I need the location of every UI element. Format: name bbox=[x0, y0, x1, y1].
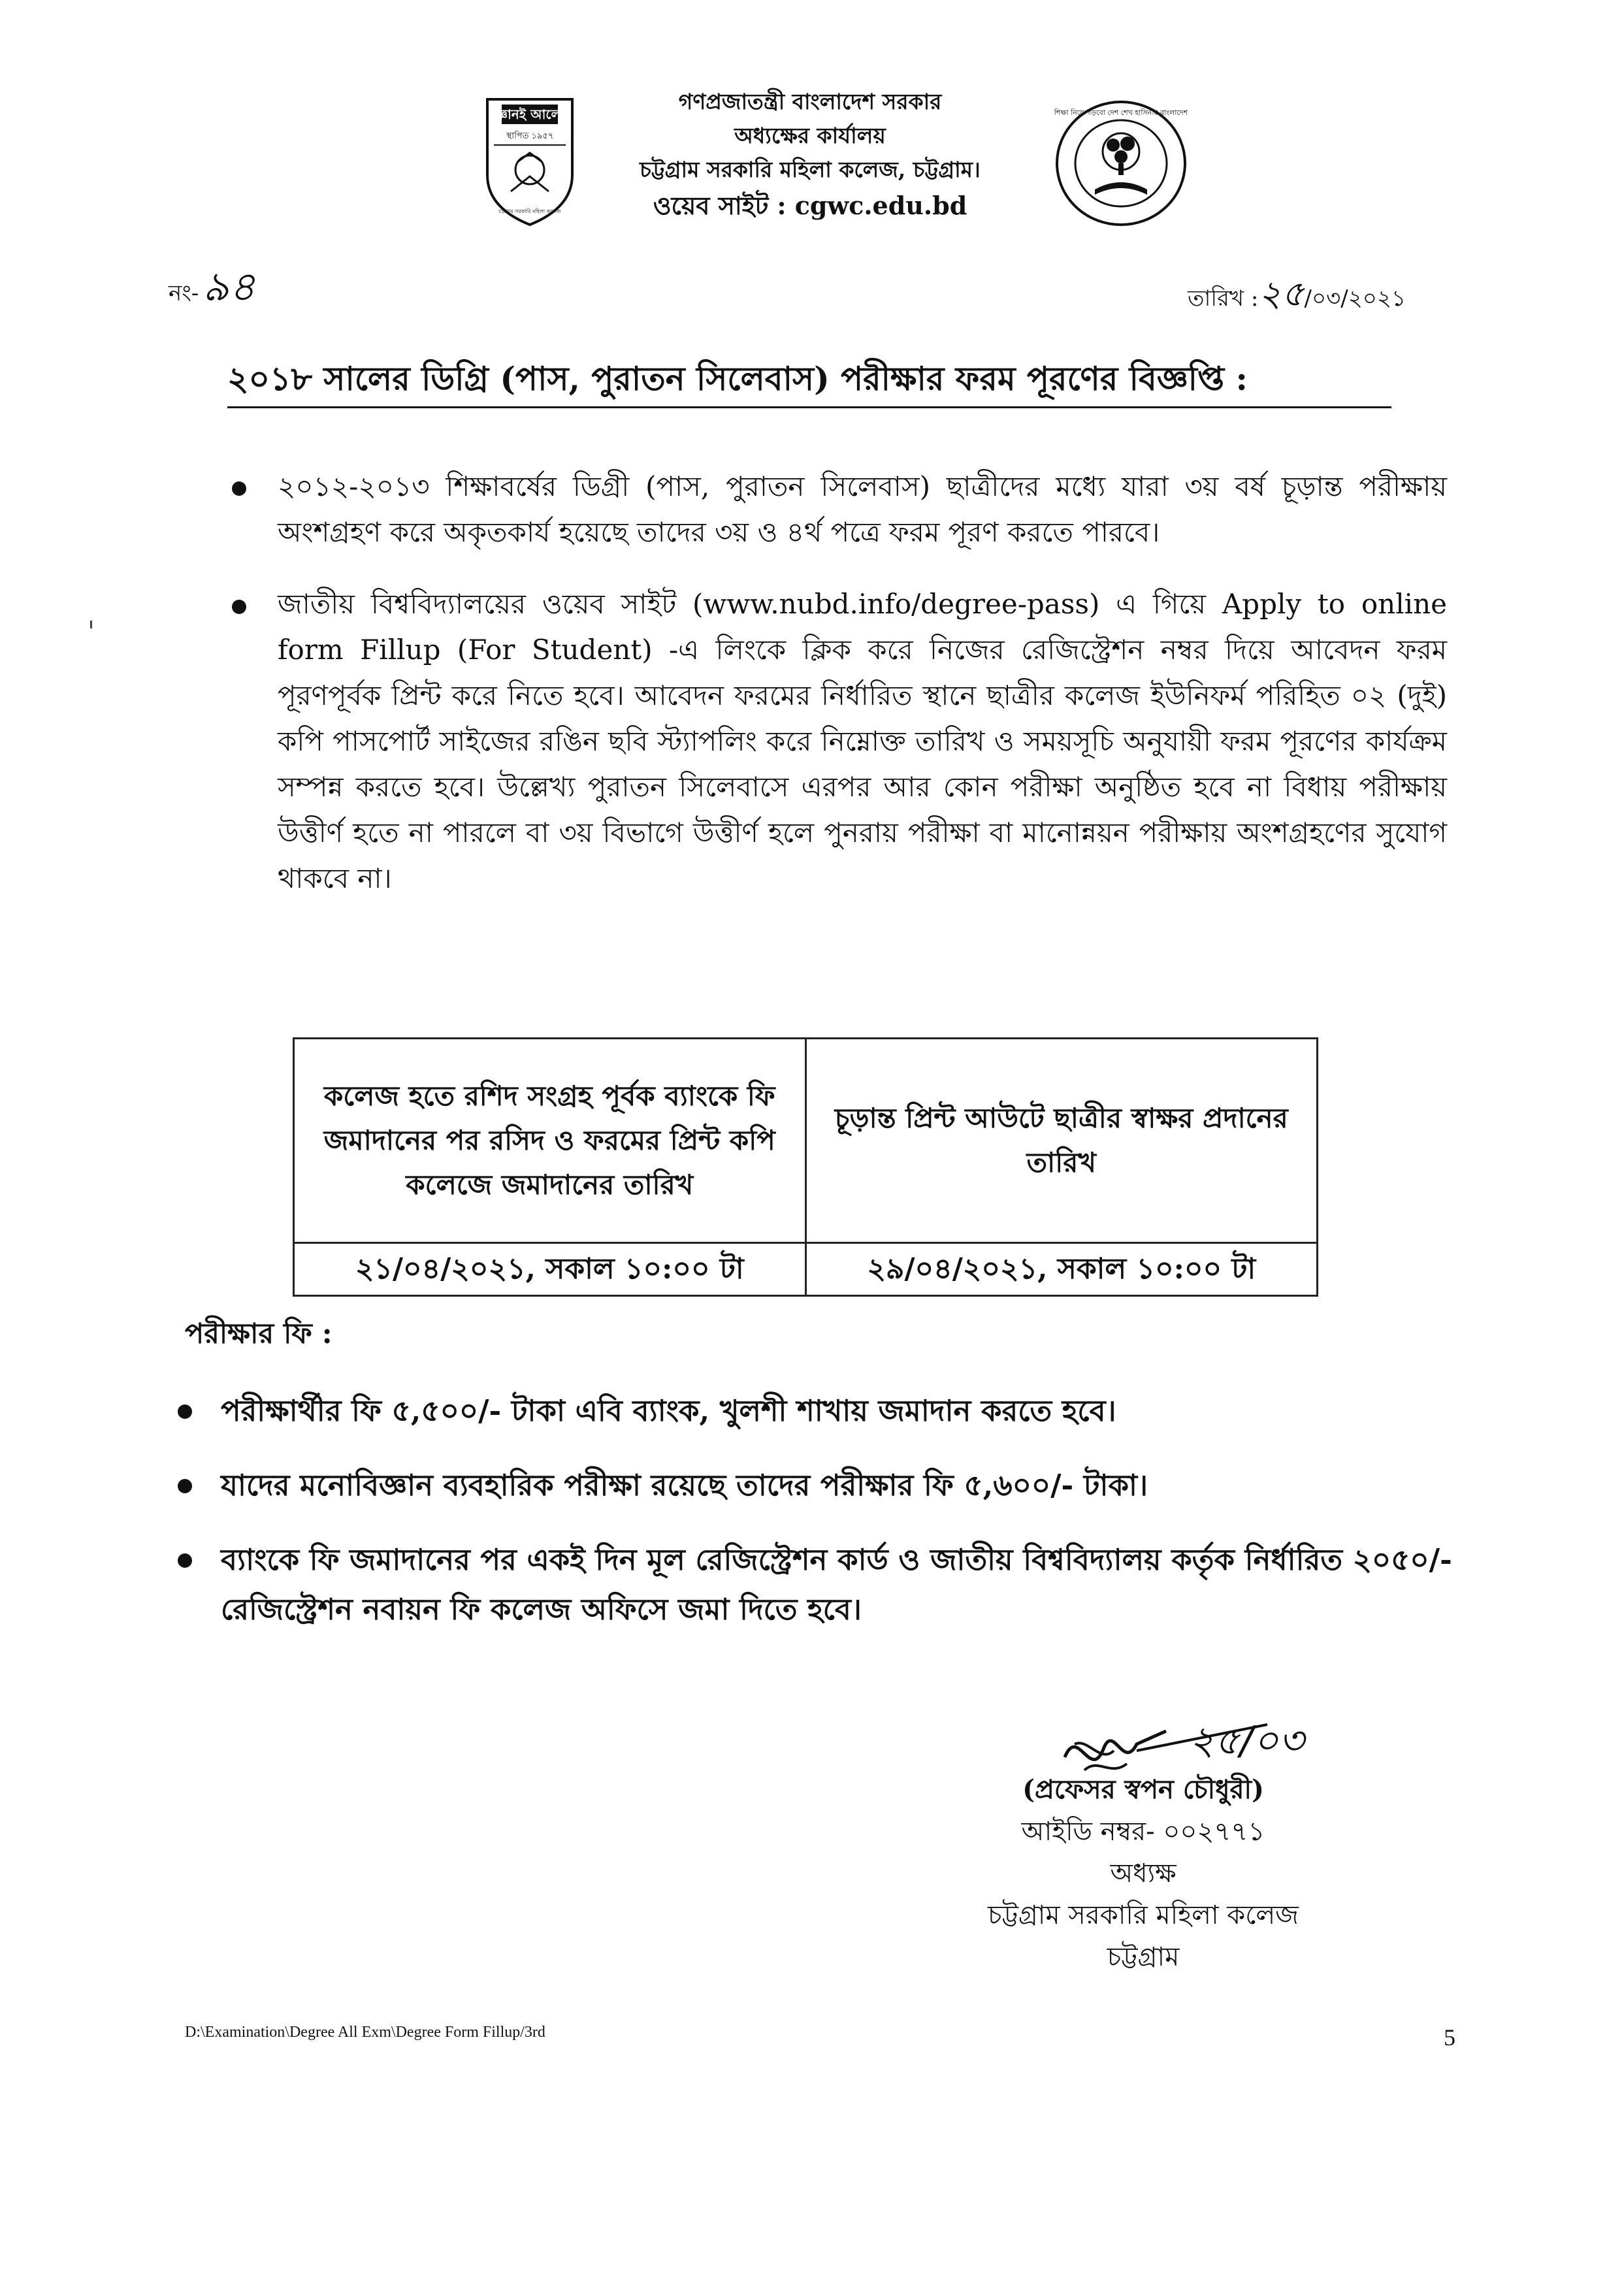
seal-logo bbox=[1053, 98, 1189, 229]
fee-item-2: যাদের মনোবিজ্ঞান ব্যবহারিক পরীক্ষা রয়েছে তাদের পরীক্ষার ফি ৫,৬০০/- টাকা। bbox=[221, 1468, 1148, 1502]
fee-section-title: পরীক্ষার ফি : bbox=[185, 1318, 333, 1350]
bullet-icon bbox=[232, 481, 246, 496]
signatory-id: আইডি নম্বর- ০০২৭৭১ bbox=[1021, 1817, 1265, 1847]
bullet-icon bbox=[232, 600, 246, 614]
office-name: অধ্যক্ষের কার্যালয় bbox=[734, 123, 886, 148]
page-number: 5 bbox=[1444, 2024, 1455, 2051]
table-row bbox=[294, 1243, 1318, 1296]
svg-text:জ্ঞানই আলো: জ্ঞানই আলো bbox=[495, 106, 565, 122]
fee-item-1: পরীক্ষার্থীর ফি ৫,৫০০/- টাকা এবি ব্যাংক, খুলশী শাখায় জমাদান করতে হবে। bbox=[221, 1393, 1116, 1428]
fee-item-3: ব্যাংকে ফি জমাদানের পর একই দিন মূল রেজিস্ট্রেশন কার্ড ও জাতীয় বিশ্ববিদ্যালয় কর্তৃক নির্ধারিত ২০৫০/- রেজিস্ট্রেশন নবায়ন ফি কলেজ অফিসে জমা দিতে হবে। bbox=[221, 1542, 1452, 1627]
letterhead bbox=[601, 85, 1019, 225]
signatory-designation: অধ্যক্ষ bbox=[1110, 1858, 1177, 1889]
bullet-icon bbox=[178, 1553, 192, 1568]
reference-number: নং-৯৪ bbox=[169, 263, 255, 310]
government-name: গণপ্রজাতন্ত্রী বাংলাদেশ সরকার bbox=[678, 89, 942, 114]
svg-text:চট্টগ্রাম সরকারি মহিলা কলেজ: চট্টগ্রাম সরকারি মহিলা কলেজ bbox=[498, 208, 561, 214]
college-crest-logo bbox=[485, 97, 575, 227]
signatory-block bbox=[915, 1769, 1372, 1978]
table-row bbox=[294, 1039, 1318, 1243]
notice-paragraph-2: জাতীয় বিশ্ববিদ্যালয়ের ওয়েব সাইট (www.nubd.info/degree-pass) এ গিয়ে Apply to online form Fillup (For Student) -এ লিংকে ক্লিক করে নিজের রেজিস্ট্রেশন নম্বর দিয়ে আবেদন ফরম পূরণপূর্বক প্রিন্ট করে নিতে হবে। আবেদন ফরমের নির্ধারিত স্থানে ছাত্রীর কলেজ ইউনিফর্ম পরিহিত ০২ (দুই) কপি পাসপোর্ট সাইজের রঙিন ছবি স্ট্যাপলিং করে নিম্নোক্ত তারিখ ও সময়সূচি অনুযায়ী ফরম পূরণের কার্যক্রম সম্পন্ন করতে হবে। উল্লেখ্য পুরাতন সিলেবাসে এরপর আর কোন পরীক্ষা অনুষ্ঠিত হবে না বিধায় পরীক্ষায় উত্তীর্ণ হতে না পারলে বা ৩য় বিভাগে উত্তীর্ণ হলে পুনরায় পরীক্ষা বা মানোন্নয়ন পরীক্ষায় অংশগ্রহণের সুযোগ থাকবে না। bbox=[278, 588, 1447, 894]
website: ওয়েব সাইট : cgwc.edu.bd bbox=[653, 191, 967, 220]
signatory-name: (প্রফেসর স্বপন চৌধুরী) bbox=[1022, 1774, 1264, 1805]
schedule-header-signature: চূড়ান্ত প্রিন্ট আউটে ছাত্রীর স্বাক্ষর প্রদানের তারিখ bbox=[805, 1039, 1318, 1243]
schedule-header-submission: কলেজ হতে রশিদ সংগ্রহ পূর্বক ব্যাংকে ফি জমাদানের পর রসিদ ও ফরমের প্রিন্ট কপি কলেজে জমাদানের তারিখ bbox=[294, 1039, 806, 1243]
title-underline bbox=[227, 406, 1391, 408]
bullet-icon bbox=[178, 1404, 192, 1419]
date-day-handwritten: ২৫ bbox=[1258, 273, 1305, 314]
issue-date: তারিখ :২৫/০৩/২০২১ bbox=[1188, 273, 1406, 314]
scan-speck bbox=[90, 621, 92, 628]
reference-number-value: ৯৪ bbox=[203, 263, 255, 310]
file-path: D:\Examination\Degree All Exm\Degree Form Fillup/3rd bbox=[185, 2024, 545, 2041]
schedule-table bbox=[293, 1037, 1318, 1297]
notice-paragraph-1: ২০১২-২০১৩ শিক্ষাবর্ষের ডিগ্রী (পাস, পুরাতন সিলেবাস) ছাত্রীদের মধ্যে যারা ৩য় বর্ষ চূড়ান্ত পরীক্ষায় অংশগ্রহণ করে অকৃতকার্য হয়েছে তাদের ৩য় ও ৪র্থ পত্রে ফরম পূরণ করতে পারবে। bbox=[278, 470, 1447, 548]
signatory-city: চট্টগ্রাম bbox=[1107, 1942, 1180, 1972]
notice-title: ২০১৮ সালের ডিগ্রি (পাস, পুরাতন সিলেবাস) পরীক্ষার ফরম পূরণের বিজ্ঞপ্তি : bbox=[227, 359, 1248, 398]
signatory-institution: চট্টগ্রাম সরকারি মহিলা কলেজ bbox=[988, 1900, 1299, 1930]
svg-text:স্থাপিত ১৯৫৭: স্থাপিত ১৯৫৭ bbox=[506, 131, 554, 141]
college-name: চট্টগ্রাম সরকারি মহিলা কলেজ, চট্টগ্রাম। bbox=[640, 157, 981, 182]
svg-text:২৫/০৩: ২৫/০৩ bbox=[1189, 1718, 1305, 1764]
bullet-icon bbox=[178, 1479, 192, 1493]
schedule-date-signature: ২৯/০৪/২০২১, সকাল ১০:০০ টা bbox=[805, 1243, 1318, 1296]
schedule-date-submission: ২১/০৪/২০২১, সকাল ১০:০০ টা bbox=[294, 1243, 806, 1296]
svg-text:শিক্ষা নিয়ে গড়বো দেশ শেখ হাস: শিক্ষা নিয়ে গড়বো দেশ শেখ হাসিনার বাংলাদেশ bbox=[1054, 108, 1188, 117]
